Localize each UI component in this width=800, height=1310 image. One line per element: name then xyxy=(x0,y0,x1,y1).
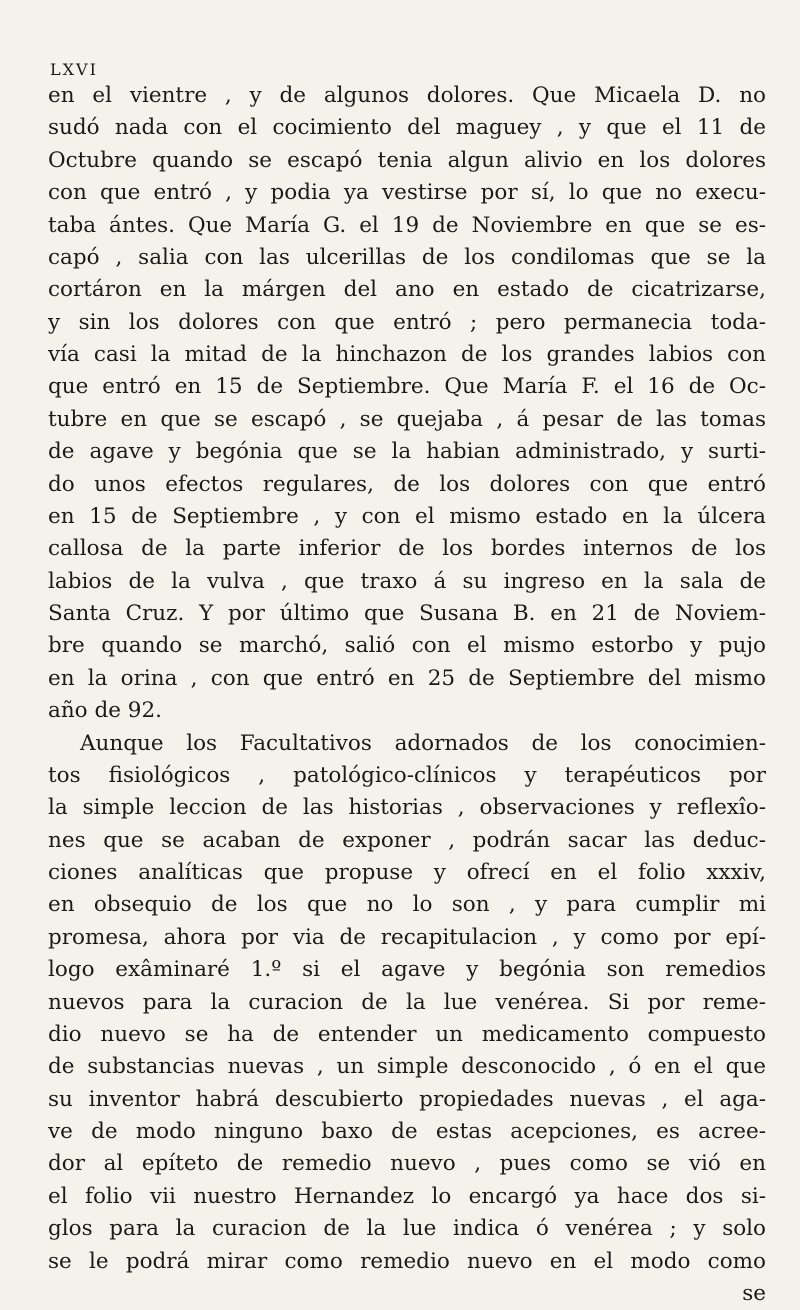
text-line: en 15 de Septiembre , y con el mismo estado en la úlcera xyxy=(48,503,766,529)
text-line: de substancias nuevas , un simple desconocido , ó en el que xyxy=(48,1054,766,1080)
text-line: tos fisiológicos , patológico-clínicos y terapéuticos por xyxy=(48,762,766,788)
text-line: dio nuevo se ha de entender un medicamento compuesto xyxy=(48,1021,766,1047)
text-line: en obsequio de los que no lo son , y para cumplir mi xyxy=(48,892,766,918)
text-line: en la orina , con que entró en 25 de Septiembre del mismo xyxy=(48,665,766,691)
text-line: do unos efectos regulares, de los dolores con que entró xyxy=(48,471,766,497)
body-text xyxy=(48,80,766,1310)
text-line: año de 92. xyxy=(48,698,162,724)
text-line: Aunque los Facultativos adornados de los conocimien- xyxy=(80,730,766,756)
text-line: en el vientre , y de algunos dolores. Que Micaela D. no xyxy=(48,83,766,108)
text-line: que entró en 15 de Septiembre. Que María F. el 16 de Oc- xyxy=(48,374,766,400)
text-line: ciones analíticas que propuse y ofrecí en el folio xxxiv, xyxy=(48,860,766,885)
text-line: Octubre quando se escapó tenia algun alivio en los dolores xyxy=(48,147,766,173)
text-line: capó , salia con las ulcerillas de los condilomas que se la xyxy=(48,244,766,270)
text-line: sudó nada con el cocimiento del maguey , y que el 11 de xyxy=(48,115,766,141)
text-line: bre quando se marchó, salió con el mismo estorbo y pujo xyxy=(48,633,766,659)
text-line: nes que se acaban de exponer , podrán sacar las deduc- xyxy=(48,827,766,853)
page-number: LXVI xyxy=(50,60,98,79)
text-line: labios de la vulva , que traxo á su ingreso en la sala de xyxy=(48,568,766,594)
text-line: cortáron en la márgen del ano en estado de cicatrizarse, xyxy=(48,277,766,303)
text-line: nuevos para la curacion de la lue venérea. Si por reme- xyxy=(48,989,766,1015)
text-line: dor al epíteto de remedio nuevo , pues como se vió en xyxy=(48,1151,766,1177)
text-line: promesa, ahora por via de recapitulacion , y como por epí- xyxy=(48,924,766,950)
text-line: ve de modo ninguno baxo de estas acepciones, es acree- xyxy=(48,1119,766,1144)
text-line: el folio vii nuestro Hernandez lo encargó ya hace dos si- xyxy=(48,1183,766,1209)
text-line: callosa de la parte inferior de los bordes internos de los xyxy=(48,536,766,562)
text-line: y sin los dolores con que entró ; pero permanecia toda- xyxy=(48,309,766,335)
text-line: de agave y begónia que se la habian administrado, y surti- xyxy=(48,439,766,465)
text-line: logo exâminaré 1.º si el agave y begónia son remedios xyxy=(48,957,766,983)
text-line: con que entró , y podia ya vestirse por sí, lo que no execu- xyxy=(48,180,766,206)
text-line: taba ántes. Que María G. el 19 de Noviembre en que se es- xyxy=(48,212,766,238)
text-line: glos para la curacion de la lue indica ó venérea ; y solo xyxy=(48,1216,766,1242)
text-line: su inventor habrá descubierto propiedades nuevas , el aga- xyxy=(48,1086,766,1112)
text-line: vía casi la mitad de la hinchazon de los grandes labios con xyxy=(48,342,766,367)
text-line: Santa Cruz. Y por último que Susana B. en 21 de Noviem- xyxy=(48,601,766,626)
catchword: se xyxy=(742,1280,766,1306)
text-line: la simple leccion de las historias , observaciones y reflexîo- xyxy=(48,795,766,821)
text-line: se le podrá mirar como remedio nuevo en el modo como xyxy=(48,1248,766,1274)
text-line: tubre en que se escapó , se quejaba , á pesar de las tomas xyxy=(48,406,766,432)
